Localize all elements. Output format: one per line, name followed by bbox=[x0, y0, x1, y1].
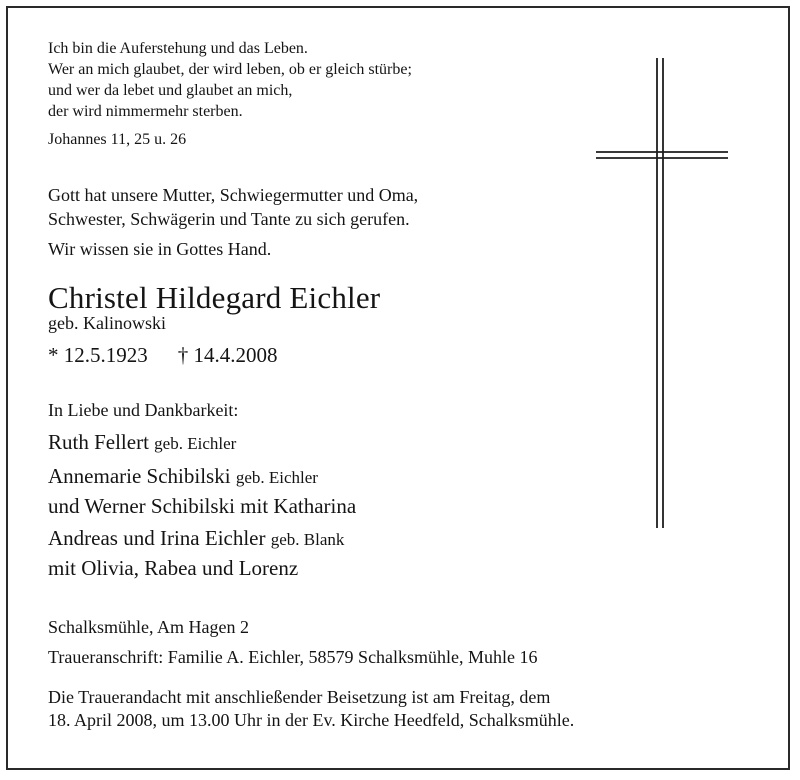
service-line: Die Trauerandacht mit anschließender Beisetzung ist am Freitag, dem bbox=[48, 687, 551, 707]
service-line: 18. April 2008, um 13.00 Uhr in der Ev. Kirche Heedfeld, Schalksmühle. bbox=[48, 710, 575, 730]
faith-statement: Wir wissen sie in Gottes Hand. bbox=[48, 239, 272, 259]
mourner-birth-name: geb. Blank bbox=[270, 530, 345, 549]
verse-line: Wer an mich glaubet, der wird leben, ob er gleich stürbe; bbox=[48, 61, 412, 78]
mourner-group bbox=[48, 428, 748, 458]
mourner-birth-name: geb. Eichler bbox=[235, 468, 318, 487]
bible-verse bbox=[48, 38, 748, 122]
mourner-line bbox=[48, 428, 748, 458]
obituary-content bbox=[48, 38, 748, 732]
obituary-frame bbox=[6, 6, 790, 770]
mourner-line bbox=[48, 524, 748, 554]
verse-line: und wer da lebet und glaubet an mich, bbox=[48, 82, 293, 99]
verse-reference: Johannes 11, 25 u. 26 bbox=[48, 131, 187, 148]
mourning-address: Traueranschrift: Familie A. Eichler, 58579 Schalksmühle, Muhle 16 bbox=[48, 647, 538, 667]
mourner-name: und Werner Schibilski mit Katharina bbox=[48, 494, 357, 518]
mourners-list bbox=[48, 428, 748, 582]
verse-line: der wird nimmermehr sterben. bbox=[48, 103, 243, 120]
maiden-name: geb. Kalinowski bbox=[48, 313, 166, 333]
residence-address: Schalksmühle, Am Hagen 2 bbox=[48, 617, 249, 637]
mourner-line bbox=[48, 554, 748, 582]
mourner-line bbox=[48, 462, 748, 492]
announcement bbox=[48, 183, 748, 231]
mourners-intro: In Liebe und Dankbarkeit: bbox=[48, 400, 239, 420]
announcement-line: Schwester, Schwägerin und Tante zu sich gerufen. bbox=[48, 209, 410, 229]
address-block bbox=[48, 612, 748, 672]
deceased-name: Christel Hildegard Eichler bbox=[48, 280, 381, 315]
mourner-name: Annemarie Schibilski bbox=[48, 464, 231, 488]
mourner-group bbox=[48, 524, 748, 582]
birth-date: * 12.5.1923 bbox=[48, 343, 148, 367]
service-notice bbox=[48, 686, 748, 732]
mourner-name: Ruth Fellert bbox=[48, 430, 149, 454]
mourner-name: Andreas und Irina Eichler bbox=[48, 526, 266, 550]
announcement-line: Gott hat unsere Mutter, Schwiegermutter und Oma, bbox=[48, 185, 419, 205]
mourner-line bbox=[48, 492, 748, 520]
mourner-birth-name: geb. Eichler bbox=[154, 434, 237, 453]
death-date: † 14.4.2008 bbox=[177, 343, 278, 367]
life-dates bbox=[48, 342, 748, 368]
mourner-name: mit Olivia, Rabea und Lorenz bbox=[48, 556, 299, 580]
verse-line: Ich bin die Auferstehung und das Leben. bbox=[48, 40, 308, 57]
mourner-group bbox=[48, 462, 748, 520]
